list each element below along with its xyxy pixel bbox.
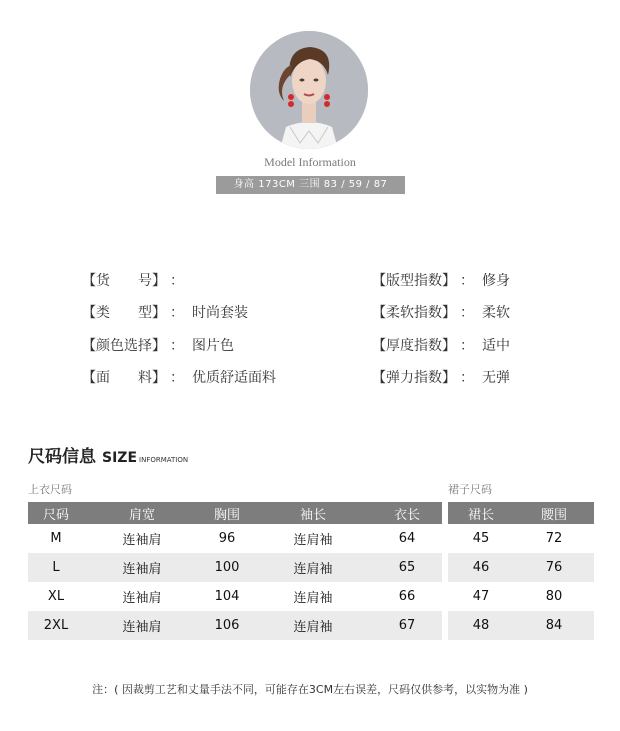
spec-colon: ：: [460, 273, 474, 289]
table-cell: L: [28, 553, 84, 582]
spec-fit: [372, 272, 510, 290]
spec-value: 适中: [482, 338, 510, 354]
spec-label: 【货 号】: [82, 273, 166, 289]
skirt-size-label: 裙子尺码: [448, 483, 492, 496]
table-cell: 连肩袖: [293, 591, 333, 606]
table-cell: M: [50, 531, 62, 546]
table-header: 袖长: [254, 502, 372, 524]
spec-fabric: [82, 369, 276, 387]
spec-label: 【颜色选择】: [82, 338, 166, 354]
spec-value: 优质舒适面料: [192, 370, 276, 386]
model-measurements: 身高 173CM 三围 83 / 59 / 87: [216, 176, 405, 194]
table-cell: 96: [218, 531, 236, 546]
spec-label: 【柔软指数】: [372, 305, 456, 321]
table-cell: 连袖肩: [84, 611, 200, 640]
spec-colon: ：: [460, 305, 474, 321]
table-cell: 45: [472, 531, 490, 546]
spec-colon: ：: [460, 370, 474, 386]
table-header: 腰围: [514, 502, 594, 524]
table-header: 胸围: [200, 502, 254, 524]
table-cell: 47: [472, 589, 490, 604]
table-row: [448, 553, 594, 582]
spec-label: 【类 型】: [82, 305, 166, 321]
spec-colon: ：: [170, 305, 184, 321]
skirt-size-table: [448, 502, 594, 640]
table-header: 尺码: [28, 502, 84, 524]
table-cell: 46: [448, 553, 514, 582]
spec-label: 【版型指数】: [372, 273, 456, 289]
model-photo: [250, 31, 368, 149]
table-cell: XL: [47, 589, 65, 604]
spec-value: 图片色: [192, 338, 234, 354]
spec-value: 无弹: [482, 370, 510, 386]
table-cell: 48: [448, 611, 514, 640]
spec-softness: [372, 304, 510, 322]
table-header: 衣长: [372, 502, 442, 524]
table-row: [448, 582, 594, 611]
table-row: [448, 611, 594, 640]
spec-value: 柔软: [482, 305, 510, 321]
size-heading-cn: 尺码信息: [28, 447, 96, 467]
spec-value: 时尚套装: [192, 305, 248, 321]
table-cell: 连肩袖: [293, 533, 333, 548]
table-row: [28, 582, 442, 611]
spec-elasticity: [372, 369, 510, 387]
table-cell: 连肩袖: [254, 611, 372, 640]
model-info-title: Model Information: [264, 155, 356, 169]
table-row: [448, 524, 594, 553]
spec-value: 修身: [482, 273, 510, 289]
table-cell: 66: [398, 589, 416, 604]
table-row: [28, 611, 442, 640]
spec-item-number: [82, 272, 192, 290]
table-cell: 连袖肩: [84, 553, 200, 582]
table-cell: 连袖肩: [122, 533, 162, 548]
disclaimer-note: 注：( 因裁剪工艺和丈量手法不同，可能存在3CM左右误差，尺码仅供参考，以实物为准 ): [92, 683, 528, 696]
table-cell: 100: [200, 553, 254, 582]
table-cell: 72: [545, 531, 563, 546]
spec-colon: ：: [170, 370, 184, 386]
size-info-heading: [28, 442, 188, 467]
spec-type: [82, 304, 248, 322]
spec-colon: ：: [170, 338, 184, 354]
table-cell: 连袖肩: [122, 591, 162, 606]
table-row: [28, 553, 442, 582]
table-cell: 连肩袖: [254, 553, 372, 582]
spec-colon: ：: [170, 273, 184, 289]
spec-label: 【弹力指数】: [372, 370, 456, 386]
spec-label: 【面 料】: [82, 370, 166, 386]
table-cell: 106: [200, 611, 254, 640]
top-size-label: 上衣尺码: [28, 483, 72, 496]
spec-colon: ：: [460, 338, 474, 354]
spec-color: [82, 337, 234, 355]
table-cell: 65: [372, 553, 442, 582]
table-header-row: [448, 502, 594, 524]
table-cell: 64: [398, 531, 416, 546]
table-header: 裙长: [448, 502, 514, 524]
table-row: [28, 524, 442, 553]
table-cell: 104: [214, 589, 240, 604]
table-cell: 80: [545, 589, 563, 604]
spec-thickness: [372, 337, 510, 355]
table-header: 肩宽: [84, 502, 200, 524]
size-heading-sub: INFORMATION: [139, 456, 189, 464]
table-cell: 2XL: [28, 611, 84, 640]
spec-label: 【厚度指数】: [372, 338, 456, 354]
size-heading-en: SIZE: [102, 450, 138, 466]
table-header-row: [28, 502, 442, 524]
top-size-table: [28, 502, 442, 640]
table-cell: 67: [372, 611, 442, 640]
table-cell: 76: [514, 553, 594, 582]
table-cell: 84: [514, 611, 594, 640]
